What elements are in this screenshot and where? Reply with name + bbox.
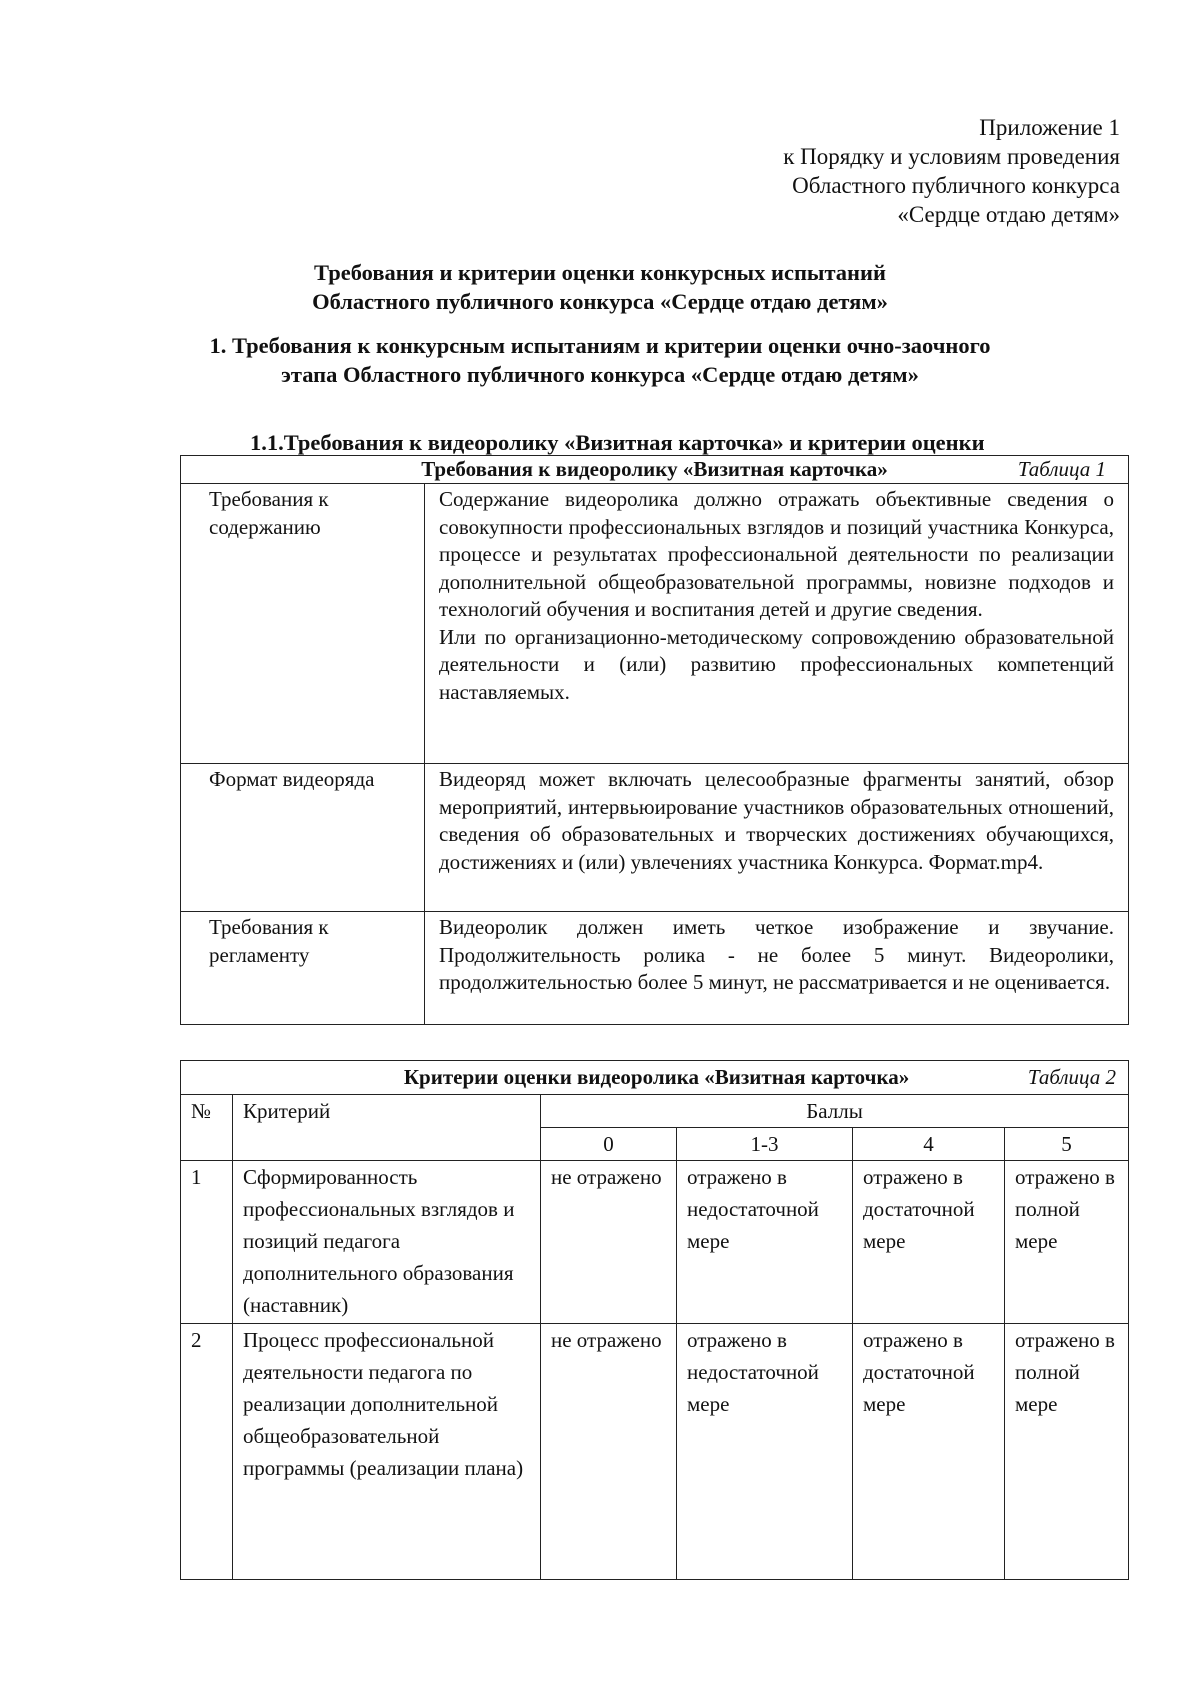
points-cell: 4 <box>853 1128 1005 1161</box>
table-row <box>181 1161 1129 1324</box>
document-title <box>0 258 1200 316</box>
row-text: Видеоряд может включать целесообразные фрагменты занятий, обзор мероприятий, интервьюирование участников образовательных отношений, сведения об образовательных и творческих достижениях обучающихся, достижениях и (или) увлечениях участника Конкурса. Формат.mp4. <box>425 764 1129 912</box>
table-tag: Таблица 1 <box>1017 457 1107 481</box>
row-label: Требования к регламенту <box>181 912 425 1025</box>
criterion-cell: Сформированность профессиональных взглядов и позиций педагога дополнительного образования (наставник) <box>233 1161 541 1324</box>
score-cell: не отражено <box>541 1324 677 1580</box>
appendix-line: Приложение 1 <box>979 115 1120 140</box>
score-cell: отражено в полной мере <box>1005 1161 1129 1324</box>
subsection-heading: 1.1.Требования к видеоролику «Визитная карточка» и критерии оценки <box>250 430 985 455</box>
title-line: Требования и критерии оценки конкурсных испытаний <box>314 260 886 285</box>
section-heading <box>0 331 1200 389</box>
row-text <box>425 484 1129 764</box>
requirements-table <box>180 455 1129 1025</box>
col-points-header: Баллы <box>541 1095 1129 1128</box>
title-line: Областного публичного конкурса «Сердце отдаю детям» <box>312 289 888 314</box>
col-number-header: № <box>181 1095 233 1161</box>
score-cell: отражено в достаточной мере <box>853 1324 1005 1580</box>
table-header <box>181 456 1129 484</box>
points-cell: 1-3 <box>677 1128 853 1161</box>
table-row <box>181 484 1129 764</box>
section-line: 1. Требования к конкурсным испытаниям и критерии оценки очно-заочного <box>209 333 991 358</box>
score-cell: отражено в недостаточной мере <box>677 1161 853 1324</box>
score-cell: отражено в полной мере <box>1005 1324 1129 1580</box>
table-header <box>181 1061 1129 1095</box>
row-label: Требования к содержанию <box>181 484 425 764</box>
column-header-row <box>181 1095 1129 1128</box>
score-cell: не отражено <box>541 1161 677 1324</box>
table-title: Требования к видеоролику «Визитная карточка» <box>421 457 888 481</box>
appendix-line: к Порядку и условиям проведения <box>783 144 1120 169</box>
table-row <box>181 764 1129 912</box>
table-title: Критерии оценки видеоролика «Визитная карточка» <box>403 1065 910 1089</box>
appendix-header <box>783 113 1120 229</box>
row-label: Формат видеоряда <box>181 764 425 912</box>
col-criterion-header: Критерий <box>233 1095 541 1161</box>
table-row <box>181 1324 1129 1580</box>
appendix-line: Областного публичного конкурса <box>792 173 1120 198</box>
score-cell: отражено в недостаточной мере <box>677 1324 853 1580</box>
table-header-row <box>181 456 1129 484</box>
table-row <box>181 912 1129 1025</box>
row-paragraph: Или по организационно-методическому сопровождению образовательной деятельности и (или) развитию профессиональных компетенций наставляемых. <box>439 624 1115 704</box>
criteria-table <box>180 1060 1129 1580</box>
points-cell: 0 <box>541 1128 677 1161</box>
table-tag: Таблица 2 <box>1027 1065 1117 1089</box>
row-number: 2 <box>181 1324 233 1580</box>
score-cell: отражено в достаточной мере <box>853 1161 1005 1324</box>
section-line: этапа Областного публичного конкурса «Сердце отдаю детям» <box>281 362 919 387</box>
table-header-row <box>181 1061 1129 1095</box>
row-text: Видеоролик должен иметь четкое изображение и звучание. Продолжительность ролика - не более 5 минут. Видеоролики, продолжительностью более 5 минут, не рассматривается и не оценивается. <box>425 912 1129 1025</box>
criterion-cell: Процесс профессиональной деятельности педагога по реализации дополнительной общеобразовательной программы (реализации плана) <box>233 1324 541 1580</box>
points-cell: 5 <box>1005 1128 1129 1161</box>
appendix-line: «Сердце отдаю детям» <box>897 202 1120 227</box>
row-number: 1 <box>181 1161 233 1324</box>
row-paragraph: Содержание видеоролика должно отражать объективные сведения о совокупности профессиональных взглядов и позиций участника Конкурса, процессе и результатах профессиональной деятельности по реализации дополнительной общеобразовательной программы, новизне подходов и технологий обучения и воспитания детей и другие сведения. <box>439 487 1115 621</box>
